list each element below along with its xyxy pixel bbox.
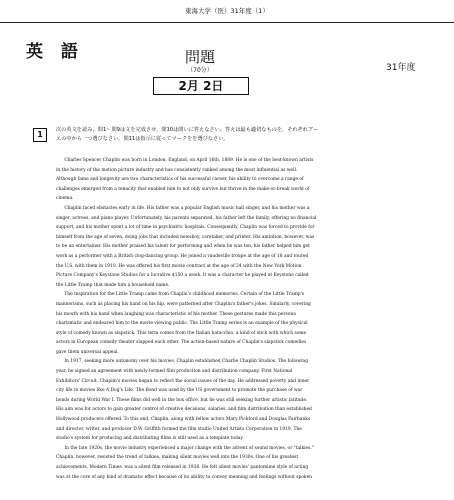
passage-line: city life in movies like A Dog's Life. The Bond was used by the US government to promote the purchase of war <box>56 388 303 394</box>
title-block <box>150 48 250 75</box>
passage-line: challenges emerged from a tenacity that enabled him to not only survive but thrive in the make-or-break world of <box>56 186 310 192</box>
passage-line: Charles Spencer Chaplin was born in London, England, on April 16th, 1889. He is one of the best-known artists <box>56 158 314 163</box>
passage-line: singer, actress, and piano player. Unfortunately, his parents separated, his father left the family, offering no financial <box>56 215 317 221</box>
passage-line: In the late 1920s, the movie industry experienced a major change with the advent of sound movies, or "talkies." <box>56 445 314 451</box>
reading-passage <box>56 156 420 482</box>
passage-line: support, and his mother spent a lot of time in psychiatric hospitals. Consequently, Chaplin was forced to provide for <box>56 225 315 231</box>
passage-line: his mouth with his hand when laughing was characteristic of his mother. These gestures made this persona <box>56 311 296 317</box>
instruction-line: エの中から一つ選びなさい。問11は指示に従ってマークをを選びなさい。 <box>56 136 229 142</box>
passage-line: achievements, Modern Times, was a silent film released in 1936. He felt silent movies' pantomime style of acting <box>56 465 309 470</box>
passage-line: Chaplin faced obstacles early in life. His father was a popular English music hall singer, and his mother was a <box>56 205 310 211</box>
passage-line: himself from the age of seven, doing jobs that included newsboy, caretaker, and printer. His ambition, however, was <box>56 234 315 240</box>
passage-line: to be an entertainer. His mother praised his talent for performing and when he was ten, his father helped him get <box>56 244 310 250</box>
exam-year: 31年度 <box>386 63 416 73</box>
passage-line: style of comedy known as slapstick. This term comes from the Italian batacchio, a kind of stick with which some <box>56 330 307 336</box>
exam-date: 2月 2日 <box>153 77 249 95</box>
passage-line: charismatic and endeared him to the movie-viewing public. The Little Tramp series is an example of the physical <box>56 321 308 327</box>
passage-line: year, he signed an agreement with newly-formed film production and distribution company, First National <box>56 369 293 375</box>
passage-line: mannerisms, such as placing his hand on his hip, were patterned after Chaplin's father's jokes. Similarly, covering <box>56 301 311 307</box>
passage-line: In 1917, seeking more autonomy over his movies, Chaplin established Charlie Chaplin Studios. The following <box>56 359 309 365</box>
passage-line: bonds during World War I. These films did well in the box office, but he was still seeking further artistic latitude. <box>56 397 308 403</box>
passage-line: work as a performer with a British clog-dancing group. He joined a vaudeville troupe at the age of 18 and toured <box>56 253 309 259</box>
passage-line: The inspiration for the Little Tramp came from Chaplin's childhood memories. Certain of the Little Tramp's <box>56 292 305 298</box>
passage-line: the Little Tramp that made him a household name. <box>56 282 170 288</box>
question-instructions <box>56 126 416 144</box>
time-limit: （70分） <box>187 67 213 74</box>
passage-line: in the history of the motion picture industry and has consistently ranked among the most influential as well. <box>56 167 298 173</box>
page-header: 東海大学（医）31年度（1） <box>0 0 454 23</box>
subject-title: 英 語 <box>26 42 84 62</box>
passage-line: the U.S. with them in 1910. He was offered his first movie contract at the age of 24 with the New York Motion <box>56 263 302 269</box>
question-number: 1 <box>33 128 47 142</box>
passage-line: and director, writer, and producer D.W. Griffith formed the film studio United Artists Corporation in 1919. The <box>56 426 302 432</box>
passage-line: Although fame and longevity are two characteristics of his successful career, his ability to overcome a range of <box>56 177 304 183</box>
passage-line: Hollywood producers offered. To this end, Chaplin, along with fellow actors Mary Pickford and Douglas Fairbanks <box>56 417 311 423</box>
instruction-line: 次の英文を読み，問1～問9は文を完成させ，問10は問いに答えなさい。答えは最も適切なものを，それぞれアー <box>56 127 319 133</box>
passage-line: studio's system for producing and distributing films is still used as a template today. <box>56 436 244 442</box>
passage-line: gave them universal appeal. <box>56 349 119 355</box>
passage-line: cinema. <box>56 196 74 202</box>
problem-title: 問題 <box>184 48 215 66</box>
passage-line: His aim was for actors to gain greater control of creative decisions, salaries, and film distribution than established <box>56 407 312 413</box>
passage-line: Chaplin, however, resisted the trend of talkies, making silent movies well into the 1930s. One of his greatest <box>56 455 299 461</box>
passage-line: was at the core of any kind of dramatic effect because of its ability to convey meaning and feelings without spoken <box>56 474 313 480</box>
passage-line: Exhibitors' Circuit. Chaplin's movies began to reflect the social issues of the day. He addressed poverty and inner <box>56 378 310 384</box>
passage-line: Picture Company's Keystone Studios for a lucrative $150 a week. It was a character he played at Keystone called <box>56 273 309 279</box>
passage-line: actors in European comedy theater slapped each other. The action-based nature of Chaplin's slapstick comedies <box>56 340 307 346</box>
